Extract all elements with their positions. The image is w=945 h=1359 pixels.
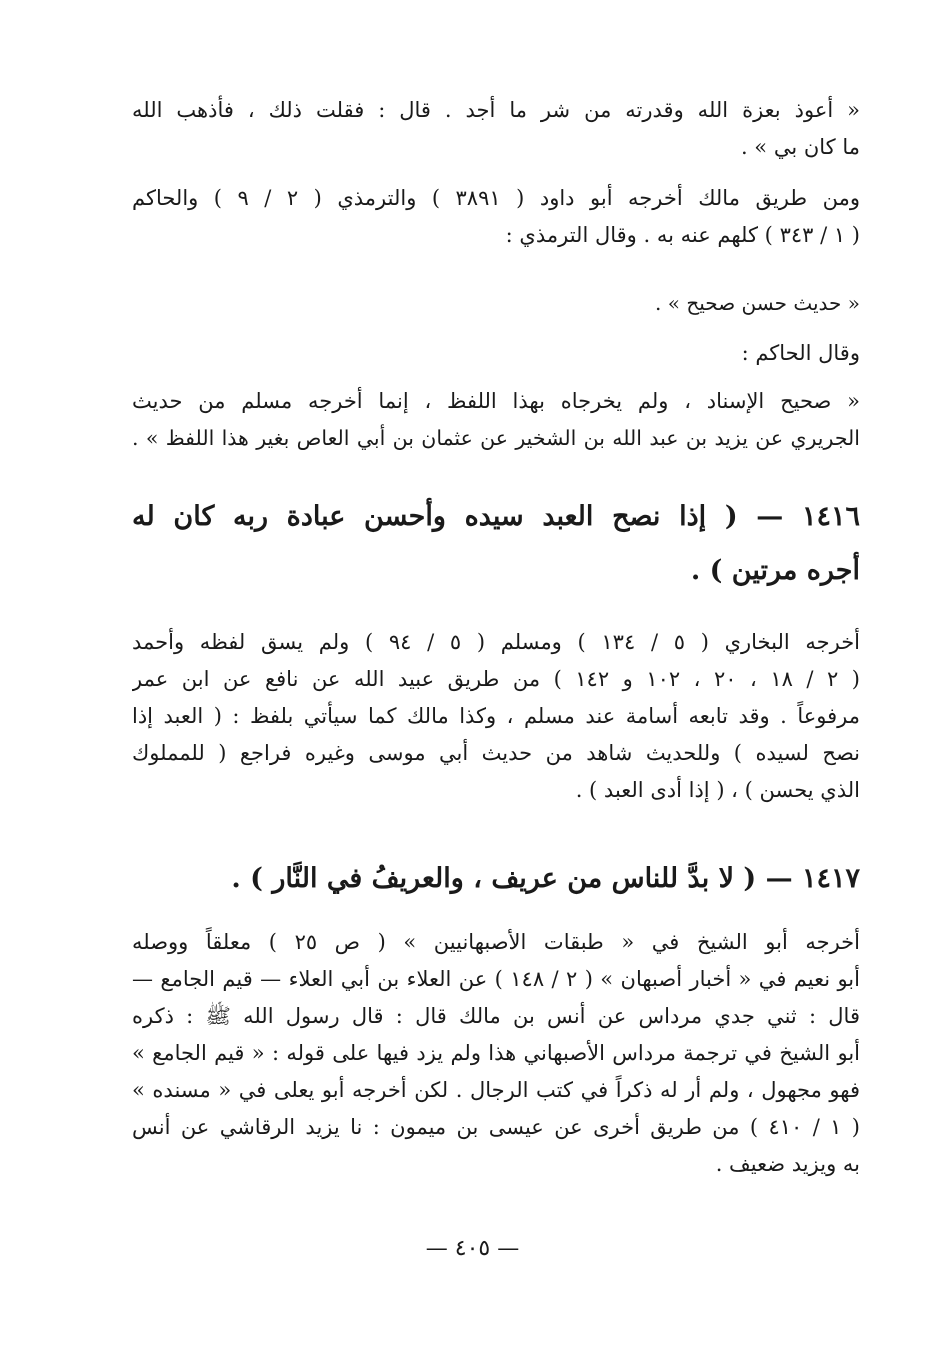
heading-line: ١٤١٧ — ( لا بدَّ للناس من عريف ، والعريفُ في النَّار ) . [231,863,860,894]
text-line: أخرجه أبو الشيخ في « طبقات الأصبهانيين » ( ص ٢٥ ) معلقاً ووصله [132,930,860,954]
text-line: ( ١ / ٤١٠ ) من طريق أخرى عن عيسى بن ميمون : نا يزيد الرقاشي عن أنس [132,1115,860,1139]
text-line: مرفوعاً . وقد تابعه أسامة عند مسلم ، وكذا مالك كما سيأتي بلفظ : ( العبد إذا [132,704,860,728]
text-line: أخرجه البخاري ( ٥ / ١٣٤ ) ومسلم ( ٥ / ٩٤ ) ولم يسق لفظه وأحمد [132,630,860,654]
hakim-grading [132,383,860,457]
text-line: الجريري عن يزيد بن عبد الله بن الشخير عن عثمان بن أبي العاص بغير هذا اللفظ » . [132,426,860,450]
tirmidhi-grading [132,285,860,322]
text-line: أبو نعيم في « أخبار أصبهان » ( ٢ / ١٤٨ ) عن العلاء بن أبي العلاء — قيم الجامع — [132,967,860,991]
text-line: به ويزيد ضعيف . [715,1152,860,1176]
text-line: قال : ثني جدي مرداس عن أنس بن مالك قال : قال رسول الله ﷺ : ذكره [132,1004,860,1028]
page-number: — ٤٠٥ — [425,1236,520,1261]
text-line: فهو مجهول ، ولم أر له ذكراً في كتب الرجال . لكن أخرجه أبو يعلى في « مسنده » [132,1078,860,1102]
text-line: نصح لسيده ) وللحديث شاهد من حديث أبي موسى وغيره فراجع ( للمملوك [132,741,860,765]
hadith-heading-1416 [132,490,860,598]
takhrij-1417 [132,924,860,1183]
text-line: ( ٢ / ١٨ ، ٢٠ ، ١٠٢ و ١٤٢ ) من طريق عبيد الله عن نافع عن ابن عمر [132,667,860,691]
hadith-heading-1417 [132,852,860,906]
takhrij-paragraph [132,180,860,254]
heading-line: أجره مرتين ) . [690,555,860,586]
text-line: أبو الشيخ في ترجمة مرداس الأصبهاني هذا ولم يزد فيها على قوله : « قيم الجامع » [132,1041,860,1065]
text-line: « حديث حسن صحيح » . [655,291,860,315]
text-line: ( ١ / ٣٤٣ ) كلهم عنه به . وقال الترمذي : [505,223,860,247]
text-line: وقال الحاكم : [741,341,860,365]
text-line: الذي يحسن ) ، ( إذا أدى العبد ) . [575,778,860,802]
heading-line: ١٤١٦ — ( إذا نصح العبد سيده وأحسن عبادة ربه كان له [132,501,860,532]
text-line: « أعوذ بعزة الله وقدرته من شر ما أجد . قال : فقلت ذلك ، فأذهب الله [132,98,860,122]
quote-continuation [132,92,860,166]
hakim-intro [132,335,860,372]
text-line: « صحيح الإسناد ، ولم يخرجاه بهذا اللفظ ، إنما أخرجه مسلم من حديث [132,389,860,413]
takhrij-1416 [132,624,860,809]
text-line: ما كان بي » . [740,135,860,159]
text-line: ومن طريق مالك أخرجه أبو داود ( ٣٨٩١ ) والترمذي ( ٢ / ٩ ) والحاكم [132,186,860,210]
